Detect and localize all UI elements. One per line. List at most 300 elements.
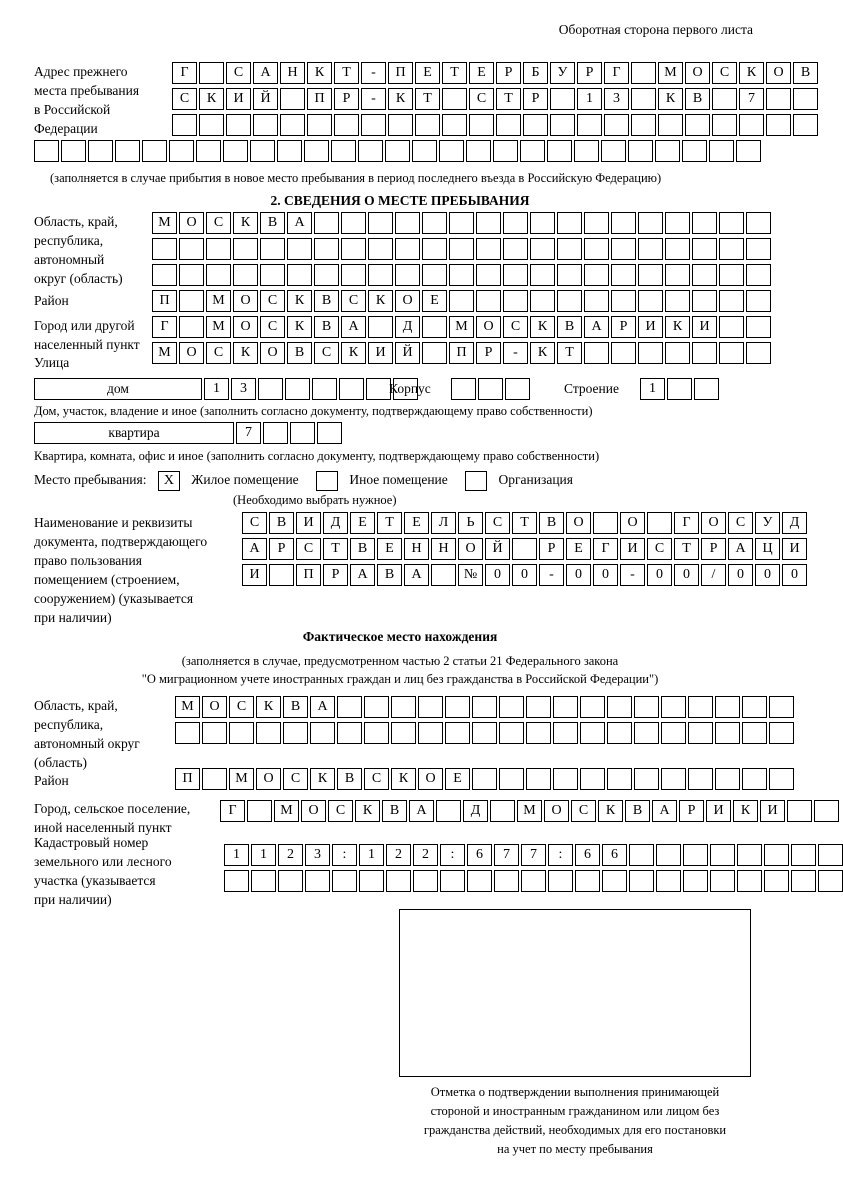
- char-cell[interactable]: [746, 342, 771, 364]
- char-cell[interactable]: О: [685, 62, 710, 84]
- char-cell[interactable]: [499, 696, 524, 718]
- char-cell[interactable]: [719, 290, 744, 312]
- char-cell[interactable]: [611, 264, 636, 286]
- char-cell[interactable]: [449, 264, 474, 286]
- char-cell[interactable]: [422, 264, 447, 286]
- char-cell[interactable]: 2: [386, 844, 411, 866]
- char-cell[interactable]: [530, 212, 555, 234]
- cadastral-row-2[interactable]: [224, 870, 843, 892]
- char-cell[interactable]: К: [233, 212, 258, 234]
- char-cell[interactable]: С: [485, 512, 510, 534]
- char-cell[interactable]: 3: [305, 844, 330, 866]
- char-cell[interactable]: К: [310, 768, 335, 790]
- char-cell[interactable]: С: [328, 800, 353, 822]
- char-cell[interactable]: В: [283, 696, 308, 718]
- char-cell[interactable]: [658, 114, 683, 136]
- char-cell[interactable]: [712, 88, 737, 110]
- char-cell[interactable]: В: [350, 538, 375, 560]
- char-cell[interactable]: [152, 264, 177, 286]
- char-cell[interactable]: [368, 212, 393, 234]
- char-cell[interactable]: С: [260, 290, 285, 312]
- actual-region-row-1[interactable]: [175, 696, 794, 718]
- char-cell[interactable]: В: [337, 768, 362, 790]
- char-cell[interactable]: [496, 114, 521, 136]
- char-cell[interactable]: [115, 140, 140, 162]
- char-cell[interactable]: [172, 114, 197, 136]
- char-cell[interactable]: А: [350, 564, 375, 586]
- char-cell[interactable]: [631, 62, 656, 84]
- char-cell[interactable]: [251, 870, 276, 892]
- section2-region-row-3[interactable]: [152, 264, 771, 286]
- char-cell[interactable]: О: [179, 342, 204, 364]
- char-cell[interactable]: У: [755, 512, 780, 534]
- char-cell[interactable]: В: [625, 800, 650, 822]
- char-cell[interactable]: Й: [395, 342, 420, 364]
- char-cell[interactable]: 1: [359, 844, 384, 866]
- char-cell[interactable]: Г: [604, 62, 629, 84]
- char-cell[interactable]: [256, 722, 281, 744]
- char-cell[interactable]: 0: [674, 564, 699, 586]
- char-cell[interactable]: Н: [280, 62, 305, 84]
- char-cell[interactable]: М: [229, 768, 254, 790]
- char-cell[interactable]: -: [361, 88, 386, 110]
- char-cell[interactable]: Р: [269, 538, 294, 560]
- char-cell[interactable]: [280, 88, 305, 110]
- char-cell[interactable]: К: [598, 800, 623, 822]
- char-cell[interactable]: /: [701, 564, 726, 586]
- char-cell[interactable]: А: [584, 316, 609, 338]
- char-cell[interactable]: А: [310, 696, 335, 718]
- char-cell[interactable]: [814, 800, 839, 822]
- char-cell[interactable]: Т: [496, 88, 521, 110]
- char-cell[interactable]: А: [287, 212, 312, 234]
- char-cell[interactable]: [688, 696, 713, 718]
- char-cell[interactable]: А: [242, 538, 267, 560]
- char-cell[interactable]: [395, 238, 420, 260]
- char-cell[interactable]: [391, 722, 416, 744]
- char-cell[interactable]: В: [539, 512, 564, 534]
- korpus-cells[interactable]: [451, 378, 530, 400]
- char-cell[interactable]: [418, 696, 443, 718]
- char-cell[interactable]: [523, 114, 548, 136]
- char-cell[interactable]: 0: [485, 564, 510, 586]
- char-cell[interactable]: М: [206, 290, 231, 312]
- char-cell[interactable]: Р: [323, 564, 348, 586]
- char-cell[interactable]: [769, 696, 794, 718]
- char-cell[interactable]: Е: [404, 512, 429, 534]
- char-cell[interactable]: [550, 88, 575, 110]
- char-cell[interactable]: [152, 238, 177, 260]
- char-cell[interactable]: Е: [422, 290, 447, 312]
- char-cell[interactable]: [358, 140, 383, 162]
- char-cell[interactable]: [818, 844, 843, 866]
- char-cell[interactable]: И: [368, 342, 393, 364]
- char-cell[interactable]: [607, 696, 632, 718]
- char-cell[interactable]: [175, 722, 200, 744]
- char-cell[interactable]: Р: [701, 538, 726, 560]
- char-cell[interactable]: У: [550, 62, 575, 84]
- char-cell[interactable]: [604, 114, 629, 136]
- char-cell[interactable]: О: [301, 800, 326, 822]
- char-cell[interactable]: [34, 140, 59, 162]
- char-cell[interactable]: -: [620, 564, 645, 586]
- char-cell[interactable]: Е: [415, 62, 440, 84]
- char-cell[interactable]: [258, 378, 283, 400]
- char-cell[interactable]: [368, 238, 393, 260]
- char-cell[interactable]: [710, 870, 735, 892]
- char-cell[interactable]: Е: [350, 512, 375, 534]
- char-cell[interactable]: [359, 870, 384, 892]
- char-cell[interactable]: С: [229, 696, 254, 718]
- char-cell[interactable]: [746, 316, 771, 338]
- actual-region-row-2[interactable]: [175, 722, 794, 744]
- char-cell[interactable]: [557, 238, 582, 260]
- char-cell[interactable]: :: [440, 844, 465, 866]
- char-cell[interactable]: К: [658, 88, 683, 110]
- char-cell[interactable]: [445, 722, 470, 744]
- char-cell[interactable]: [628, 140, 653, 162]
- char-cell[interactable]: [580, 696, 605, 718]
- char-cell[interactable]: О: [233, 290, 258, 312]
- char-cell[interactable]: [580, 722, 605, 744]
- char-cell[interactable]: [688, 722, 713, 744]
- char-cell[interactable]: К: [256, 696, 281, 718]
- char-cell[interactable]: Е: [469, 62, 494, 84]
- char-cell[interactable]: [476, 238, 501, 260]
- char-cell[interactable]: [385, 140, 410, 162]
- char-cell[interactable]: [584, 264, 609, 286]
- char-cell[interactable]: И: [706, 800, 731, 822]
- cadastral-row-1[interactable]: [224, 844, 843, 866]
- char-cell[interactable]: [337, 722, 362, 744]
- char-cell[interactable]: [226, 114, 251, 136]
- char-cell[interactable]: Л: [431, 512, 456, 534]
- char-cell[interactable]: А: [404, 564, 429, 586]
- char-cell[interactable]: [418, 722, 443, 744]
- char-cell[interactable]: 0: [512, 564, 537, 586]
- char-cell[interactable]: И: [620, 538, 645, 560]
- char-cell[interactable]: Д: [395, 316, 420, 338]
- char-cell[interactable]: [769, 722, 794, 744]
- char-cell[interactable]: [341, 212, 366, 234]
- char-cell[interactable]: В: [260, 212, 285, 234]
- char-cell[interactable]: И: [296, 512, 321, 534]
- char-cell[interactable]: К: [665, 316, 690, 338]
- char-cell[interactable]: [422, 342, 447, 364]
- char-cell[interactable]: :: [332, 844, 357, 866]
- char-cell[interactable]: [476, 290, 501, 312]
- char-cell[interactable]: Р: [539, 538, 564, 560]
- char-cell[interactable]: М: [274, 800, 299, 822]
- char-cell[interactable]: [88, 140, 113, 162]
- char-cell[interactable]: Т: [442, 62, 467, 84]
- prev-address-row-3[interactable]: [172, 114, 818, 136]
- char-cell[interactable]: С: [341, 290, 366, 312]
- char-cell[interactable]: [331, 140, 356, 162]
- char-cell[interactable]: [742, 722, 767, 744]
- char-cell[interactable]: [449, 290, 474, 312]
- char-cell[interactable]: [196, 140, 221, 162]
- char-cell[interactable]: М: [152, 342, 177, 364]
- char-cell[interactable]: 0: [782, 564, 807, 586]
- char-cell[interactable]: О: [458, 538, 483, 560]
- char-cell[interactable]: [512, 538, 537, 560]
- char-cell[interactable]: 7: [521, 844, 546, 866]
- char-cell[interactable]: [422, 238, 447, 260]
- char-cell[interactable]: [557, 290, 582, 312]
- char-cell[interactable]: [593, 512, 618, 534]
- char-cell[interactable]: [476, 264, 501, 286]
- char-cell[interactable]: [557, 264, 582, 286]
- char-cell[interactable]: Н: [404, 538, 429, 560]
- char-cell[interactable]: [530, 264, 555, 286]
- char-cell[interactable]: О: [476, 316, 501, 338]
- char-cell[interactable]: [719, 238, 744, 260]
- char-cell[interactable]: [505, 378, 530, 400]
- char-cell[interactable]: [710, 844, 735, 866]
- char-cell[interactable]: [665, 342, 690, 364]
- char-cell[interactable]: [179, 316, 204, 338]
- char-cell[interactable]: [317, 422, 342, 444]
- char-cell[interactable]: [449, 238, 474, 260]
- char-cell[interactable]: О: [620, 512, 645, 534]
- section2-street-row[interactable]: [152, 342, 771, 364]
- char-cell[interactable]: [692, 238, 717, 260]
- char-cell[interactable]: [388, 114, 413, 136]
- char-cell[interactable]: [332, 870, 357, 892]
- char-cell[interactable]: С: [728, 512, 753, 534]
- char-cell[interactable]: [287, 264, 312, 286]
- char-cell[interactable]: [766, 88, 791, 110]
- char-cell[interactable]: С: [206, 212, 231, 234]
- char-cell[interactable]: [386, 870, 411, 892]
- char-cell[interactable]: [250, 140, 275, 162]
- char-cell[interactable]: [179, 264, 204, 286]
- char-cell[interactable]: [667, 378, 692, 400]
- char-cell[interactable]: [277, 140, 302, 162]
- char-cell[interactable]: [499, 768, 524, 790]
- char-cell[interactable]: :: [548, 844, 573, 866]
- char-cell[interactable]: Г: [172, 62, 197, 84]
- char-cell[interactable]: [442, 88, 467, 110]
- char-cell[interactable]: К: [739, 62, 764, 84]
- char-cell[interactable]: [665, 290, 690, 312]
- char-cell[interactable]: [634, 722, 659, 744]
- char-cell[interactable]: [647, 512, 672, 534]
- char-cell[interactable]: Р: [577, 62, 602, 84]
- char-cell[interactable]: [247, 800, 272, 822]
- char-cell[interactable]: [503, 290, 528, 312]
- char-cell[interactable]: [746, 238, 771, 260]
- char-cell[interactable]: [737, 870, 762, 892]
- char-cell[interactable]: [742, 768, 767, 790]
- char-cell[interactable]: [553, 768, 578, 790]
- char-cell[interactable]: С: [647, 538, 672, 560]
- char-cell[interactable]: [472, 768, 497, 790]
- prev-address-row-4[interactable]: [34, 140, 761, 162]
- char-cell[interactable]: [715, 722, 740, 744]
- char-cell[interactable]: 1: [640, 378, 665, 400]
- char-cell[interactable]: 7: [236, 422, 261, 444]
- char-cell[interactable]: И: [692, 316, 717, 338]
- char-cell[interactable]: [611, 290, 636, 312]
- char-cell[interactable]: [337, 696, 362, 718]
- char-cell[interactable]: И: [760, 800, 785, 822]
- char-cell[interactable]: С: [172, 88, 197, 110]
- char-cell[interactable]: 1: [224, 844, 249, 866]
- char-cell[interactable]: [224, 870, 249, 892]
- char-cell[interactable]: [742, 696, 767, 718]
- house-number-cells[interactable]: [204, 378, 418, 400]
- char-cell[interactable]: К: [733, 800, 758, 822]
- prev-address-row-2[interactable]: [172, 88, 818, 110]
- char-cell[interactable]: [692, 290, 717, 312]
- char-cell[interactable]: [584, 290, 609, 312]
- char-cell[interactable]: 1: [204, 378, 229, 400]
- char-cell[interactable]: [631, 114, 656, 136]
- char-cell[interactable]: [746, 290, 771, 312]
- char-cell[interactable]: [436, 800, 461, 822]
- char-cell[interactable]: [202, 722, 227, 744]
- char-cell[interactable]: [764, 844, 789, 866]
- char-cell[interactable]: К: [341, 342, 366, 364]
- char-cell[interactable]: С: [469, 88, 494, 110]
- char-cell[interactable]: [739, 114, 764, 136]
- char-cell[interactable]: [580, 768, 605, 790]
- char-cell[interactable]: [466, 140, 491, 162]
- char-cell[interactable]: [553, 696, 578, 718]
- char-cell[interactable]: [493, 140, 518, 162]
- char-cell[interactable]: Г: [674, 512, 699, 534]
- char-cell[interactable]: И: [226, 88, 251, 110]
- char-cell[interactable]: [278, 870, 303, 892]
- document-row-2[interactable]: [242, 538, 807, 560]
- char-cell[interactable]: Р: [496, 62, 521, 84]
- char-cell[interactable]: К: [530, 342, 555, 364]
- char-cell[interactable]: [368, 316, 393, 338]
- char-cell[interactable]: [202, 768, 227, 790]
- char-cell[interactable]: О: [418, 768, 443, 790]
- section2-district-row[interactable]: [152, 290, 771, 312]
- char-cell[interactable]: [629, 844, 654, 866]
- section2-region-row-2[interactable]: [152, 238, 771, 260]
- char-cell[interactable]: [557, 212, 582, 234]
- char-cell[interactable]: А: [409, 800, 434, 822]
- char-cell[interactable]: П: [307, 88, 332, 110]
- char-cell[interactable]: О: [566, 512, 591, 534]
- char-cell[interactable]: Р: [679, 800, 704, 822]
- char-cell[interactable]: М: [449, 316, 474, 338]
- char-cell[interactable]: [314, 238, 339, 260]
- char-cell[interactable]: Т: [334, 62, 359, 84]
- char-cell[interactable]: [665, 212, 690, 234]
- char-cell[interactable]: [442, 114, 467, 136]
- char-cell[interactable]: [368, 264, 393, 286]
- char-cell[interactable]: А: [728, 538, 753, 560]
- char-cell[interactable]: Т: [323, 538, 348, 560]
- char-cell[interactable]: [746, 264, 771, 286]
- char-cell[interactable]: [233, 238, 258, 260]
- checkbox-organization[interactable]: [465, 471, 487, 491]
- char-cell[interactable]: [793, 114, 818, 136]
- char-cell[interactable]: [584, 342, 609, 364]
- char-cell[interactable]: Е: [566, 538, 591, 560]
- char-cell[interactable]: [269, 564, 294, 586]
- char-cell[interactable]: 2: [413, 844, 438, 866]
- char-cell[interactable]: 0: [647, 564, 672, 586]
- char-cell[interactable]: [526, 722, 551, 744]
- char-cell[interactable]: [526, 696, 551, 718]
- char-cell[interactable]: В: [314, 316, 339, 338]
- actual-city-row[interactable]: [220, 800, 839, 822]
- char-cell[interactable]: [575, 870, 600, 892]
- char-cell[interactable]: М: [517, 800, 542, 822]
- char-cell[interactable]: О: [766, 62, 791, 84]
- char-cell[interactable]: 0: [755, 564, 780, 586]
- char-cell[interactable]: [366, 378, 391, 400]
- char-cell[interactable]: [199, 62, 224, 84]
- char-cell[interactable]: [260, 264, 285, 286]
- char-cell[interactable]: К: [233, 342, 258, 364]
- char-cell[interactable]: В: [314, 290, 339, 312]
- char-cell[interactable]: О: [395, 290, 420, 312]
- char-cell[interactable]: М: [152, 212, 177, 234]
- char-cell[interactable]: [719, 264, 744, 286]
- char-cell[interactable]: Д: [323, 512, 348, 534]
- char-cell[interactable]: [169, 140, 194, 162]
- char-cell[interactable]: К: [391, 768, 416, 790]
- char-cell[interactable]: [737, 844, 762, 866]
- stroenie-cells[interactable]: [640, 378, 719, 400]
- document-row-1[interactable]: [242, 512, 807, 534]
- section2-region-row-1[interactable]: [152, 212, 771, 234]
- char-cell[interactable]: [206, 238, 231, 260]
- char-cell[interactable]: [692, 264, 717, 286]
- char-cell[interactable]: С: [226, 62, 251, 84]
- char-cell[interactable]: [661, 696, 686, 718]
- char-cell[interactable]: П: [175, 768, 200, 790]
- char-cell[interactable]: [766, 114, 791, 136]
- char-cell[interactable]: [692, 212, 717, 234]
- char-cell[interactable]: [607, 722, 632, 744]
- char-cell[interactable]: Т: [415, 88, 440, 110]
- char-cell[interactable]: [503, 212, 528, 234]
- char-cell[interactable]: [142, 140, 167, 162]
- char-cell[interactable]: [764, 870, 789, 892]
- char-cell[interactable]: П: [388, 62, 413, 84]
- char-cell[interactable]: А: [341, 316, 366, 338]
- char-cell[interactable]: [494, 870, 519, 892]
- char-cell[interactable]: 6: [602, 844, 627, 866]
- char-cell[interactable]: [709, 140, 734, 162]
- char-cell[interactable]: [530, 238, 555, 260]
- char-cell[interactable]: [692, 342, 717, 364]
- char-cell[interactable]: [499, 722, 524, 744]
- char-cell[interactable]: О: [202, 696, 227, 718]
- char-cell[interactable]: М: [658, 62, 683, 84]
- char-cell[interactable]: [307, 114, 332, 136]
- char-cell[interactable]: Б: [523, 62, 548, 84]
- char-cell[interactable]: [611, 212, 636, 234]
- char-cell[interactable]: К: [287, 290, 312, 312]
- char-cell[interactable]: [285, 378, 310, 400]
- char-cell[interactable]: [601, 140, 626, 162]
- char-cell[interactable]: В: [269, 512, 294, 534]
- char-cell[interactable]: [199, 114, 224, 136]
- char-cell[interactable]: Г: [220, 800, 245, 822]
- char-cell[interactable]: №: [458, 564, 483, 586]
- char-cell[interactable]: [577, 114, 602, 136]
